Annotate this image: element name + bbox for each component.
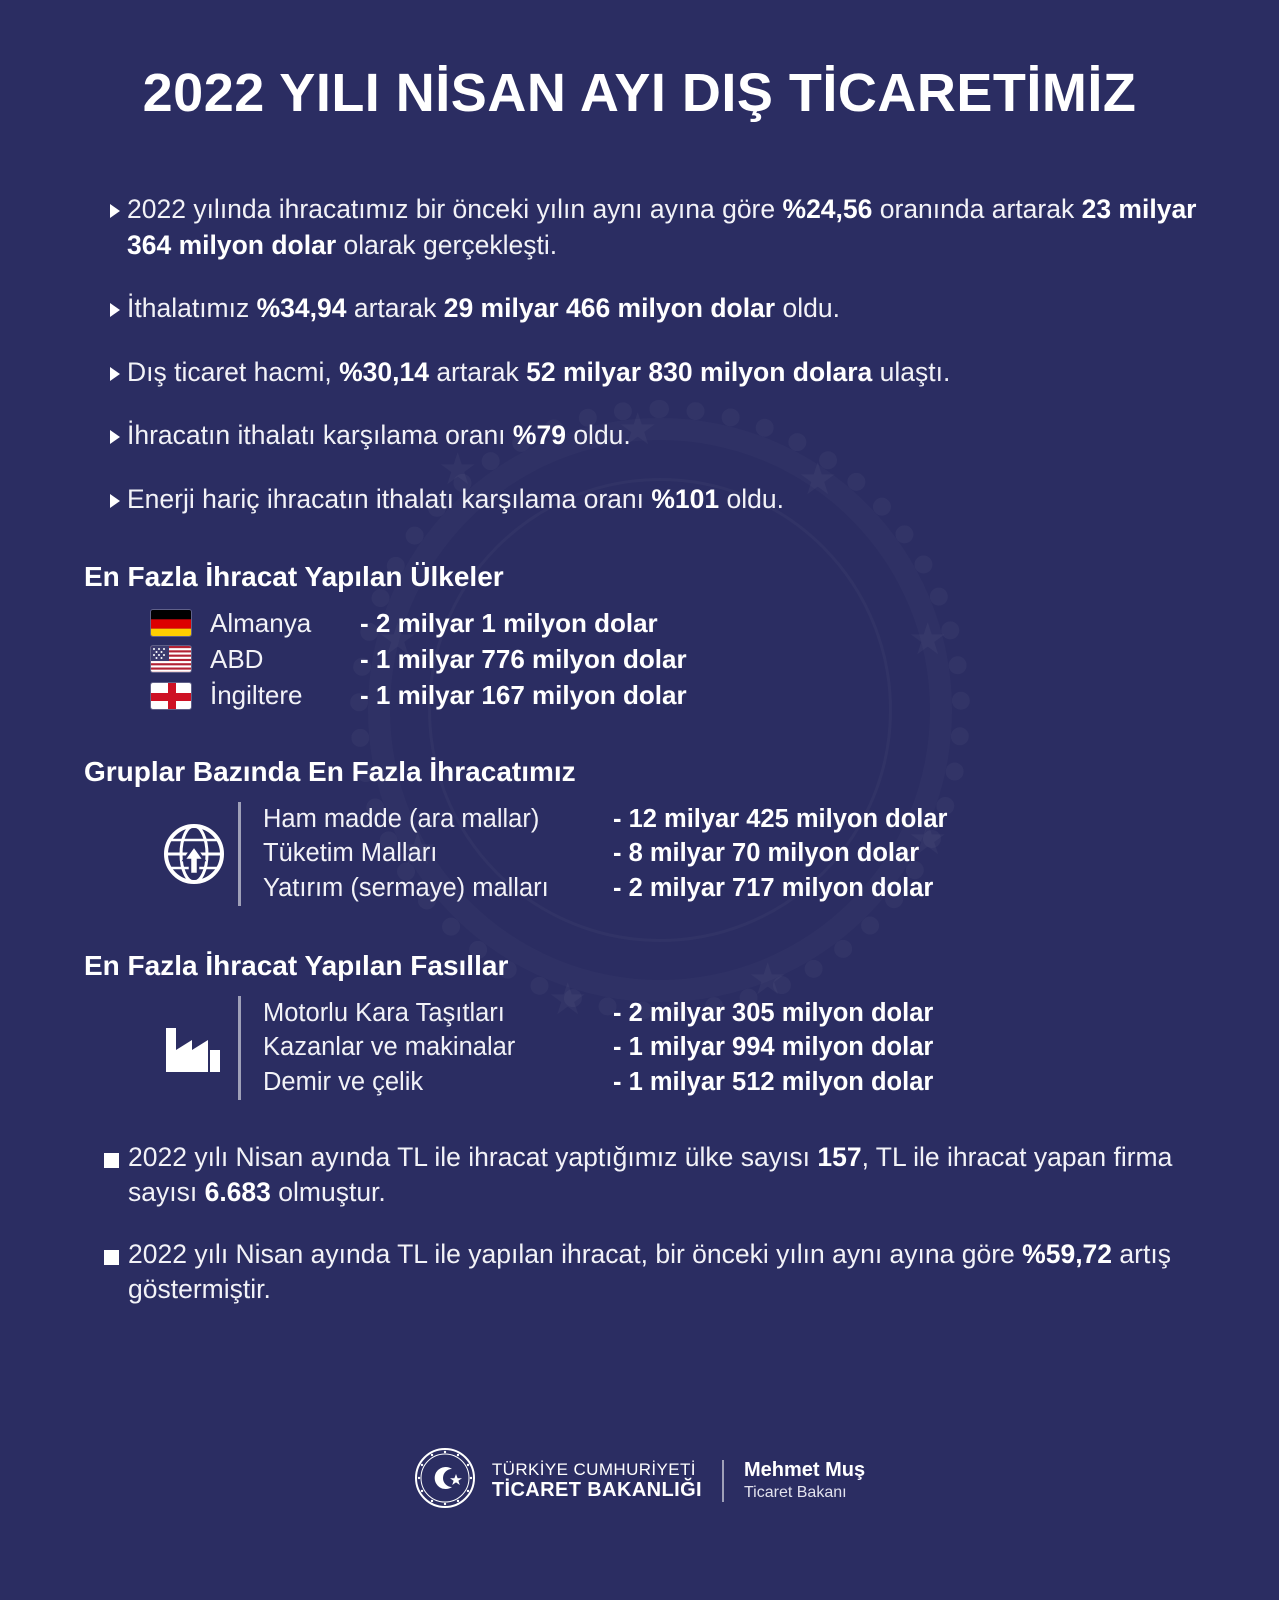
page-title: 2022 YILI NİSAN AYI DIŞ TİCARETİMİZ xyxy=(142,63,1137,123)
bullet-text: 2022 yılı Nisan ayında TL ile ihracat yaptığımız ülke sayısı 157, TL ile ihracat yapan firma sayısı 6.683 olmuştur. xyxy=(128,1141,1173,1208)
ministry-line-1: TÜRKİYE CUMHURİYETİ xyxy=(491,1459,696,1479)
minister-name: Mehmet Muş xyxy=(744,1458,866,1481)
usa-flag-icon xyxy=(150,645,192,673)
bullet-text: 2022 yılında ihracatımız bir önceki yılın aynı ayına göre %24,56 oranında artarak 23 milyar 364 milyon dolar olarak gerçekleşti. xyxy=(127,194,1197,260)
chapter-value: - 1 milyar 994 milyon dolar xyxy=(613,1033,934,1062)
group-label: Yatırım (sermaye) malları xyxy=(263,874,549,903)
triangle-bullet-icon xyxy=(110,494,120,508)
list-item xyxy=(150,679,1201,711)
triangle-bullet-icon xyxy=(110,367,120,381)
germany-flag-icon xyxy=(150,609,192,637)
export-chapters-block xyxy=(78,996,1201,1100)
triangle-bullet-icon xyxy=(110,303,120,317)
section-heading-chapters: En Fazla İhracat Yapılan Fasıllar xyxy=(84,949,509,981)
globe-export-icon xyxy=(150,818,238,890)
bullet-text: İthalatımız %34,94 artarak 29 milyar 466 milyon dolar oldu. xyxy=(127,293,840,323)
list-item xyxy=(263,871,947,906)
country-value: - 2 milyar 1 milyon dolar xyxy=(360,608,658,638)
list-item xyxy=(78,1140,1201,1211)
country-value: - 1 milyar 167 milyon dolar xyxy=(360,680,687,711)
chapter-value: - 2 milyar 305 milyon dolar xyxy=(613,998,934,1027)
group-value: - 12 milyar 425 milyon dolar xyxy=(613,804,948,833)
triangle-bullet-icon xyxy=(110,204,120,218)
secondary-bullet-list xyxy=(78,1140,1201,1308)
export-chapters-lines xyxy=(238,996,933,1100)
section-heading-countries: En Fazla İhracat Yapılan Ülkeler xyxy=(84,561,504,592)
factory-icon xyxy=(150,1016,238,1080)
ministry-name xyxy=(492,1460,702,1501)
uk-flag-icon xyxy=(150,682,192,710)
footer xyxy=(0,1447,1279,1514)
group-label: Ham madde (ara mallar) xyxy=(263,804,540,833)
country-name: İngiltere xyxy=(210,680,303,711)
list-item xyxy=(78,355,1201,391)
chapter-label: Demir ve çelik xyxy=(263,1068,424,1097)
list-item xyxy=(263,1030,933,1065)
chapter-label: Kazanlar ve makinalar xyxy=(263,1033,516,1062)
list-item xyxy=(263,996,933,1031)
group-value: - 2 milyar 717 milyon dolar xyxy=(613,874,934,903)
bullet-text: 2022 yılı Nisan ayında TL ile yapılan ihracat, bir önceki yılın aynı ayına göre %59,72 artış göstermiştir. xyxy=(128,1238,1171,1305)
list-item xyxy=(150,607,1201,639)
section-heading-groups: Gruplar Bazında En Fazla İhracatımız xyxy=(84,755,576,787)
group-label: Tüketim Malları xyxy=(263,839,438,868)
square-bullet-icon xyxy=(104,1153,119,1168)
country-value: - 1 milyar 776 milyon dolar xyxy=(360,644,687,675)
top-export-countries-list xyxy=(78,607,1201,712)
export-groups-lines xyxy=(238,802,947,906)
minister-block xyxy=(744,1459,865,1502)
country-name: Almanya xyxy=(210,608,312,638)
bullet-text: Enerji hariç ihracatın ithalatı karşılama oranı %101 oldu. xyxy=(127,483,784,514)
square-bullet-icon xyxy=(104,1250,119,1265)
list-item xyxy=(263,836,947,871)
export-groups-block xyxy=(78,802,1201,906)
list-item xyxy=(263,1065,933,1100)
list-item xyxy=(78,192,1201,263)
list-item xyxy=(78,1237,1201,1308)
group-value: - 8 milyar 70 milyon dolar xyxy=(613,839,920,868)
list-item xyxy=(78,291,1201,327)
list-item xyxy=(263,802,947,837)
list-item xyxy=(150,643,1201,675)
minister-role: Ticaret Bakanı xyxy=(744,1484,847,1502)
list-item xyxy=(78,418,1201,454)
ministry-line-2: TİCARET BAKANLIĞI xyxy=(491,1478,702,1501)
chapter-label: Motorlu Kara Taşıtları xyxy=(263,998,505,1027)
chapter-value: - 1 milyar 512 milyon dolar xyxy=(613,1068,934,1097)
main-bullet-list xyxy=(78,192,1201,517)
country-name: ABD xyxy=(210,644,264,675)
footer-divider xyxy=(722,1460,724,1502)
triangle-bullet-icon xyxy=(110,430,120,444)
bullet-text: İhracatın ithalatı karşılama oranı %79 oldu. xyxy=(127,420,631,450)
turkey-ministry-emblem-icon xyxy=(414,1447,476,1514)
list-item xyxy=(78,482,1201,518)
bullet-text: Dış ticaret hacmi, %30,14 artarak 52 milyar 830 milyon dolara ulaştı. xyxy=(127,356,951,387)
